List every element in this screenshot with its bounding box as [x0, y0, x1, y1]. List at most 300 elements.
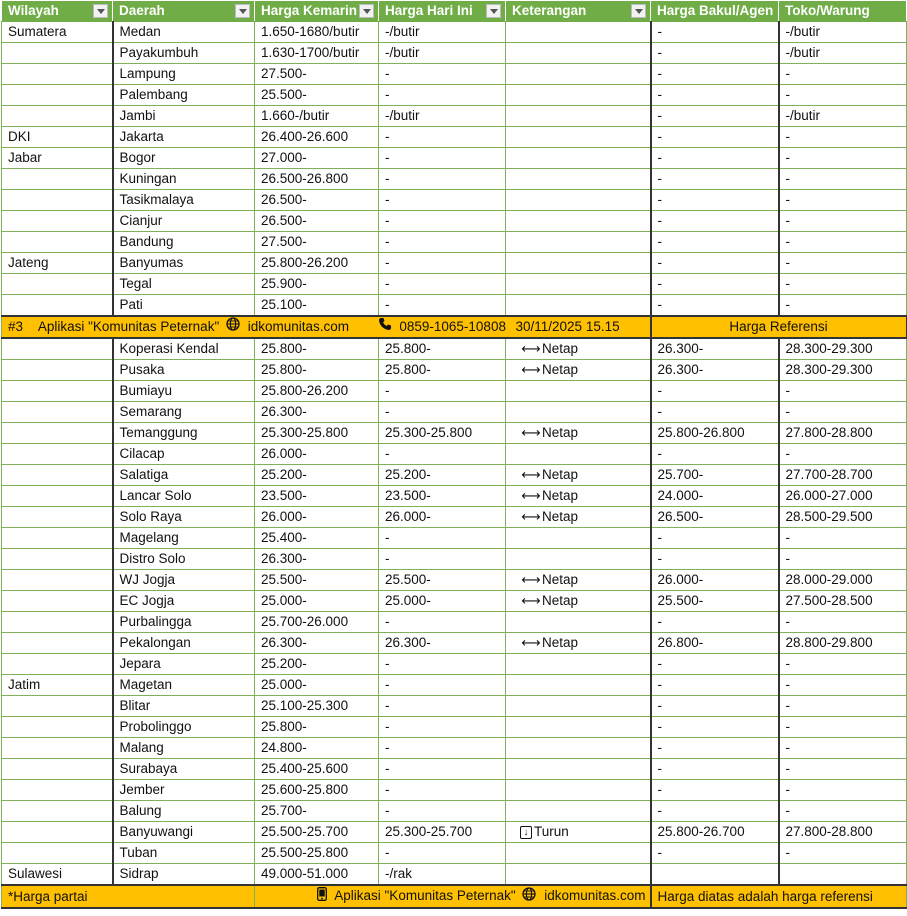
cell-toko-warung[interactable]: 27.800-28.800 — [779, 822, 907, 843]
cell-toko-warung[interactable]: 28.000-29.000 — [779, 570, 907, 591]
cell-keterangan[interactable] — [506, 360, 651, 381]
cell-harga-hari-ini[interactable]: 25.000- — [379, 591, 506, 612]
cell-wilayah[interactable] — [2, 822, 113, 843]
cell-harga-bakul[interactable]: - — [651, 43, 779, 64]
cell-harga-hari-ini[interactable]: 25.300-25.800 — [379, 423, 506, 444]
cell-keterangan[interactable] — [506, 633, 651, 654]
cell-harga-hari-ini[interactable]: - — [379, 211, 506, 232]
cell-toko-warung[interactable]: - — [779, 675, 907, 696]
cell-harga-kemarin[interactable]: 27.000- — [255, 148, 379, 169]
cell-toko-warung[interactable]: - — [779, 85, 907, 106]
cell-harga-bakul[interactable]: - — [651, 549, 779, 570]
cell-harga-kemarin[interactable]: 25.800- — [255, 338, 379, 360]
cell-harga-bakul[interactable]: 26.800- — [651, 633, 779, 654]
cell-toko-warung[interactable]: - — [779, 190, 907, 211]
cell-keterangan[interactable] — [506, 274, 651, 295]
cell-keterangan[interactable] — [506, 85, 651, 106]
cell-daerah[interactable]: Surabaya — [113, 759, 255, 780]
cell-toko-warung[interactable]: - — [779, 381, 907, 402]
cell-wilayah[interactable]: Jatim — [2, 675, 113, 696]
arrow-left-right-icon: ⟷ — [521, 488, 541, 504]
cell-daerah[interactable]: Magetan — [113, 675, 255, 696]
cell-keterangan[interactable] — [506, 211, 651, 232]
cell-harga-hari-ini[interactable]: 25.300-25.700 — [379, 822, 506, 843]
cell-keterangan[interactable] — [506, 295, 651, 317]
cell-harga-bakul[interactable]: - — [651, 759, 779, 780]
cell-toko-warung[interactable]: - — [779, 801, 907, 822]
cell-toko-warung[interactable]: - — [779, 402, 907, 423]
cell-wilayah[interactable]: DKI — [2, 127, 113, 148]
cell-harga-hari-ini[interactable]: 26.000- — [379, 507, 506, 528]
cell-harga-hari-ini[interactable]: - — [379, 253, 506, 274]
cell-harga-bakul[interactable]: - — [651, 801, 779, 822]
cell-daerah[interactable]: Payakumbuh — [113, 43, 255, 64]
cell-harga-kemarin[interactable]: 26.300- — [255, 549, 379, 570]
cell-wilayah[interactable] — [2, 528, 113, 549]
cell-harga-bakul[interactable]: - — [651, 190, 779, 211]
cell-toko-warung[interactable]: 28.800-29.800 — [779, 633, 907, 654]
cell-harga-bakul[interactable]: - — [651, 253, 779, 274]
cell-toko-warung[interactable]: 28.500-29.500 — [779, 507, 907, 528]
cell-harga-kemarin[interactable]: 25.000- — [255, 675, 379, 696]
cell-wilayah[interactable] — [2, 633, 113, 654]
cell-daerah[interactable]: Bumiayu — [113, 381, 255, 402]
cell-harga-kemarin[interactable]: 25.800-26.200 — [255, 381, 379, 402]
cell-harga-bakul[interactable]: - — [651, 232, 779, 253]
cell-harga-bakul[interactable]: - — [651, 22, 779, 43]
cell-daerah[interactable]: Jakarta — [113, 127, 255, 148]
cell-keterangan[interactable] — [506, 612, 651, 633]
cell-harga-hari-ini[interactable]: - — [379, 696, 506, 717]
cell-daerah[interactable]: Tegal — [113, 274, 255, 295]
cell-wilayah[interactable] — [2, 717, 113, 738]
cell-wilayah[interactable] — [2, 64, 113, 85]
cell-daerah[interactable]: Jepara — [113, 654, 255, 675]
cell-toko-warung[interactable]: - — [779, 127, 907, 148]
cell-wilayah[interactable] — [2, 465, 113, 486]
cell-harga-kemarin[interactable]: 25.700-26.000 — [255, 612, 379, 633]
cell-toko-warung[interactable]: 26.000-27.000 — [779, 486, 907, 507]
cell-keterangan[interactable] — [506, 843, 651, 864]
cell-harga-hari-ini[interactable]: 25.500- — [379, 570, 506, 591]
cell-keterangan[interactable] — [506, 801, 651, 822]
cell-harga-bakul[interactable]: 26.000- — [651, 570, 779, 591]
cell-toko-warung[interactable]: 27.800-28.800 — [779, 423, 907, 444]
cell-daerah[interactable]: Malang — [113, 738, 255, 759]
cell-keterangan[interactable] — [506, 444, 651, 465]
cell-harga-kemarin[interactable]: 25.500-25.700 — [255, 822, 379, 843]
cell-harga-bakul[interactable]: - — [651, 381, 779, 402]
cell-keterangan[interactable] — [506, 106, 651, 127]
keterangan-text: Netap — [542, 635, 579, 651]
header-harga-bakul: Harga Bakul/Agen — [651, 1, 779, 22]
cell-harga-hari-ini[interactable]: -/butir — [379, 106, 506, 127]
cell-wilayah[interactable] — [2, 423, 113, 444]
table-row — [2, 633, 907, 654]
table-row — [2, 190, 907, 211]
filter-dropdown-icon[interactable] — [93, 4, 108, 18]
cell-daerah[interactable]: Purbalingga — [113, 612, 255, 633]
cell-keterangan[interactable] — [506, 717, 651, 738]
cell-harga-bakul[interactable]: - — [651, 274, 779, 295]
cell-wilayah[interactable] — [2, 169, 113, 190]
cell-harga-kemarin[interactable]: 24.800- — [255, 738, 379, 759]
cell-daerah[interactable]: Bandung — [113, 232, 255, 253]
cell-harga-kemarin[interactable]: 1.650-1680/butir — [255, 22, 379, 43]
cell-toko-warung[interactable]: - — [779, 253, 907, 274]
cell-keterangan[interactable] — [506, 675, 651, 696]
cell-harga-kemarin[interactable]: 26.400-26.600 — [255, 127, 379, 148]
cell-harga-kemarin[interactable]: 27.500- — [255, 64, 379, 85]
cell-harga-bakul[interactable]: 25.800-26.800 — [651, 423, 779, 444]
cell-harga-kemarin[interactable]: 26.000- — [255, 507, 379, 528]
cell-daerah[interactable]: Tasikmalaya — [113, 190, 255, 211]
cell-harga-bakul[interactable]: - — [651, 444, 779, 465]
cell-harga-kemarin[interactable]: 25.200- — [255, 654, 379, 675]
cell-harga-hari-ini[interactable]: 25.200- — [379, 465, 506, 486]
cell-wilayah[interactable] — [2, 444, 113, 465]
cell-wilayah[interactable] — [2, 654, 113, 675]
cell-wilayah[interactable] — [2, 295, 113, 317]
cell-daerah[interactable]: Semarang — [113, 402, 255, 423]
cell-harga-hari-ini[interactable]: - — [379, 612, 506, 633]
arrow-left-right-icon: ⟷ — [521, 572, 541, 588]
footer-app-cell[interactable] — [255, 885, 651, 907]
cell-toko-warung[interactable]: - — [779, 295, 907, 317]
cell-harga-bakul[interactable]: - — [651, 738, 779, 759]
cell-harga-hari-ini[interactable]: - — [379, 675, 506, 696]
cell-harga-bakul[interactable]: - — [651, 696, 779, 717]
cell-daerah[interactable]: Banyumas — [113, 253, 255, 274]
cell-harga-bakul[interactable]: - — [651, 106, 779, 127]
cell-toko-warung[interactable]: - — [779, 759, 907, 780]
cell-daerah[interactable]: Distro Solo — [113, 549, 255, 570]
cell-toko-warung[interactable]: 28.300-29.300 — [779, 338, 907, 360]
cell-keterangan[interactable] — [506, 864, 651, 886]
cell-toko-warung[interactable] — [779, 864, 907, 886]
cell-harga-kemarin[interactable]: 26.500-26.800 — [255, 169, 379, 190]
cell-keterangan[interactable] — [506, 654, 651, 675]
cell-harga-kemarin[interactable]: 26.500- — [255, 211, 379, 232]
cell-keterangan[interactable] — [506, 486, 651, 507]
cell-keterangan[interactable] — [506, 43, 651, 64]
cell-keterangan[interactable] — [506, 465, 651, 486]
cell-keterangan[interactable] — [506, 549, 651, 570]
cell-wilayah[interactable] — [2, 780, 113, 801]
cell-daerah[interactable]: Probolinggo — [113, 717, 255, 738]
cell-harga-kemarin[interactable]: 25.800-26.200 — [255, 253, 379, 274]
cell-harga-hari-ini[interactable]: - — [379, 759, 506, 780]
cell-harga-kemarin[interactable]: 27.500- — [255, 232, 379, 253]
cell-wilayah[interactable] — [2, 759, 113, 780]
cell-toko-warung[interactable]: - — [779, 549, 907, 570]
cell-harga-kemarin[interactable]: 26.300- — [255, 402, 379, 423]
cell-harga-hari-ini[interactable]: 26.300- — [379, 633, 506, 654]
cell-harga-bakul[interactable]: - — [651, 169, 779, 190]
cell-harga-kemarin[interactable]: 25.600-25.800 — [255, 780, 379, 801]
cell-harga-hari-ini[interactable]: -/butir — [379, 43, 506, 64]
cell-wilayah[interactable]: Sumatera — [2, 22, 113, 43]
cell-keterangan[interactable] — [506, 338, 651, 360]
cell-wilayah[interactable] — [2, 106, 113, 127]
cell-wilayah[interactable] — [2, 360, 113, 381]
header-harga-hari-ini: Harga Hari Ini — [379, 1, 506, 22]
cell-wilayah[interactable] — [2, 402, 113, 423]
cell-harga-bakul[interactable]: 25.800-26.700 — [651, 822, 779, 843]
cell-toko-warung[interactable]: - — [779, 612, 907, 633]
cell-wilayah[interactable] — [2, 274, 113, 295]
cell-wilayah[interactable] — [2, 801, 113, 822]
cell-daerah[interactable]: Sidrap — [113, 864, 255, 886]
cell-toko-warung[interactable]: -/butir — [779, 106, 907, 127]
cell-keterangan[interactable] — [506, 507, 651, 528]
cell-harga-bakul[interactable]: - — [651, 148, 779, 169]
arrow-left-right-icon: ⟷ — [521, 509, 541, 525]
cell-harga-bakul[interactable]: - — [651, 612, 779, 633]
cell-harga-kemarin[interactable]: 23.500- — [255, 486, 379, 507]
cell-harga-hari-ini[interactable]: 23.500- — [379, 486, 506, 507]
cell-harga-bakul[interactable]: - — [651, 85, 779, 106]
cell-keterangan[interactable] — [506, 22, 651, 43]
cell-toko-warung[interactable]: - — [779, 654, 907, 675]
cell-harga-hari-ini[interactable]: - — [379, 274, 506, 295]
cell-harga-hari-ini[interactable]: - — [379, 64, 506, 85]
cell-harga-hari-ini[interactable]: - — [379, 843, 506, 864]
cell-toko-warung[interactable]: - — [779, 232, 907, 253]
cell-daerah[interactable]: Palembang — [113, 85, 255, 106]
cell-harga-bakul[interactable]: - — [651, 528, 779, 549]
cell-harga-hari-ini[interactable]: - — [379, 528, 506, 549]
cell-wilayah[interactable] — [2, 486, 113, 507]
cell-harga-kemarin[interactable]: 26.500- — [255, 190, 379, 211]
cell-daerah[interactable]: Jambi — [113, 106, 255, 127]
cell-harga-kemarin[interactable]: 49.000-51.000 — [255, 864, 379, 886]
cell-toko-warung[interactable]: - — [779, 528, 907, 549]
cell-keterangan[interactable] — [506, 64, 651, 85]
cell-harga-hari-ini[interactable]: - — [379, 85, 506, 106]
cell-keterangan[interactable] — [506, 253, 651, 274]
cell-harga-kemarin[interactable]: 25.400-25.600 — [255, 759, 379, 780]
cell-daerah[interactable]: Blitar — [113, 696, 255, 717]
cell-harga-bakul[interactable]: - — [651, 780, 779, 801]
cell-daerah[interactable]: Banyuwangi — [113, 822, 255, 843]
cell-harga-hari-ini[interactable]: - — [379, 402, 506, 423]
cell-harga-hari-ini[interactable]: - — [379, 738, 506, 759]
cell-harga-bakul[interactable]: 25.700- — [651, 465, 779, 486]
cell-wilayah[interactable] — [2, 211, 113, 232]
cell-wilayah[interactable] — [2, 738, 113, 759]
cell-keterangan[interactable] — [506, 738, 651, 759]
cell-harga-bakul[interactable]: - — [651, 211, 779, 232]
cell-harga-hari-ini[interactable]: - — [379, 169, 506, 190]
cell-daerah[interactable]: Medan — [113, 22, 255, 43]
cell-daerah[interactable]: Kuningan — [113, 169, 255, 190]
filter-dropdown-icon[interactable] — [486, 4, 501, 18]
cell-toko-warung[interactable]: - — [779, 738, 907, 759]
cell-keterangan[interactable] — [506, 528, 651, 549]
filter-dropdown-icon[interactable] — [631, 4, 646, 18]
cell-toko-warung[interactable]: - — [779, 274, 907, 295]
cell-harga-bakul[interactable]: 26.300- — [651, 338, 779, 360]
cell-harga-bakul[interactable]: 24.000- — [651, 486, 779, 507]
cell-wilayah[interactable]: Jateng — [2, 253, 113, 274]
cell-harga-kemarin[interactable]: 25.800- — [255, 717, 379, 738]
table-row — [2, 253, 907, 274]
cell-harga-kemarin[interactable]: 25.500- — [255, 85, 379, 106]
filter-dropdown-icon[interactable] — [359, 4, 374, 18]
cell-keterangan[interactable] — [506, 696, 651, 717]
cell-harga-bakul[interactable] — [651, 864, 779, 886]
cell-harga-hari-ini[interactable]: - — [379, 127, 506, 148]
cell-harga-kemarin[interactable]: 1.660-/butir — [255, 106, 379, 127]
cell-harga-hari-ini[interactable]: - — [379, 444, 506, 465]
cell-keterangan[interactable] — [506, 591, 651, 612]
cell-harga-hari-ini[interactable]: - — [379, 717, 506, 738]
cell-harga-kemarin[interactable]: 25.100- — [255, 295, 379, 317]
cell-wilayah[interactable] — [2, 85, 113, 106]
cell-toko-warung[interactable]: 27.500-28.500 — [779, 591, 907, 612]
cell-wilayah[interactable] — [2, 43, 113, 64]
cell-harga-bakul[interactable]: 26.500- — [651, 507, 779, 528]
cell-daerah[interactable]: WJ Jogja — [113, 570, 255, 591]
cell-harga-bakul[interactable]: - — [651, 675, 779, 696]
cell-harga-bakul[interactable]: 26.300- — [651, 360, 779, 381]
cell-daerah[interactable]: Pati — [113, 295, 255, 317]
cell-harga-kemarin[interactable]: 25.700- — [255, 801, 379, 822]
cell-harga-bakul[interactable]: - — [651, 64, 779, 85]
cell-keterangan[interactable] — [506, 759, 651, 780]
cell-harga-hari-ini[interactable]: - — [379, 801, 506, 822]
cell-wilayah[interactable] — [2, 190, 113, 211]
cell-keterangan[interactable] — [506, 127, 651, 148]
cell-harga-hari-ini[interactable]: - — [379, 232, 506, 253]
cell-harga-bakul[interactable]: - — [651, 843, 779, 864]
cell-wilayah[interactable] — [2, 549, 113, 570]
cell-keterangan[interactable] — [506, 822, 651, 843]
table-row — [2, 864, 907, 886]
cell-wilayah[interactable] — [2, 843, 113, 864]
cell-harga-kemarin[interactable]: 25.000- — [255, 591, 379, 612]
cell-toko-warung[interactable]: -/butir — [779, 43, 907, 64]
cell-daerah[interactable]: Balung — [113, 801, 255, 822]
cell-toko-warung[interactable]: - — [779, 717, 907, 738]
cell-keterangan[interactable] — [506, 570, 651, 591]
cell-harga-kemarin[interactable]: 25.200- — [255, 465, 379, 486]
cell-daerah[interactable]: Pusaka — [113, 360, 255, 381]
cell-harga-bakul[interactable]: - — [651, 127, 779, 148]
cell-harga-kemarin[interactable]: 25.100-25.300 — [255, 696, 379, 717]
cell-harga-bakul[interactable]: - — [651, 717, 779, 738]
cell-harga-kemarin[interactable]: 25.500-25.800 — [255, 843, 379, 864]
cell-toko-warung[interactable]: - — [779, 148, 907, 169]
cell-wilayah[interactable]: Sulawesi — [2, 864, 113, 886]
cell-wilayah[interactable] — [2, 696, 113, 717]
table-row — [2, 465, 907, 486]
cell-harga-bakul[interactable]: 25.500- — [651, 591, 779, 612]
cell-wilayah[interactable] — [2, 381, 113, 402]
cell-wilayah[interactable] — [2, 338, 113, 360]
cell-harga-kemarin[interactable]: 25.400- — [255, 528, 379, 549]
cell-daerah[interactable]: Solo Raya — [113, 507, 255, 528]
cell-daerah[interactable]: Magelang — [113, 528, 255, 549]
cell-harga-hari-ini[interactable]: -/rak — [379, 864, 506, 886]
cell-toko-warung[interactable]: - — [779, 444, 907, 465]
cell-harga-bakul[interactable]: - — [651, 295, 779, 317]
cell-harga-hari-ini[interactable]: - — [379, 295, 506, 317]
cell-harga-kemarin[interactable]: 26.000- — [255, 444, 379, 465]
filter-dropdown-icon[interactable] — [235, 4, 250, 18]
cell-harga-hari-ini[interactable]: -/butir — [379, 22, 506, 43]
cell-daerah[interactable]: Tuban — [113, 843, 255, 864]
cell-keterangan[interactable] — [506, 423, 651, 444]
cell-toko-warung[interactable]: - — [779, 211, 907, 232]
cell-daerah[interactable]: Cilacap — [113, 444, 255, 465]
cell-keterangan[interactable] — [506, 381, 651, 402]
cell-wilayah[interactable]: Jabar — [2, 148, 113, 169]
cell-toko-warung[interactable]: - — [779, 64, 907, 85]
cell-keterangan[interactable] — [506, 169, 651, 190]
table-row — [2, 381, 907, 402]
cell-keterangan[interactable] — [506, 148, 651, 169]
cell-harga-hari-ini[interactable]: 25.800- — [379, 338, 506, 360]
cell-harga-hari-ini[interactable]: - — [379, 148, 506, 169]
cell-toko-warung[interactable]: - — [779, 169, 907, 190]
cell-harga-hari-ini[interactable]: - — [379, 780, 506, 801]
cell-harga-kemarin[interactable]: 25.800- — [255, 360, 379, 381]
cell-harga-hari-ini[interactable]: - — [379, 190, 506, 211]
cell-daerah[interactable]: Koperasi Kendal — [113, 338, 255, 360]
cell-toko-warung[interactable]: - — [779, 843, 907, 864]
cell-wilayah[interactable] — [2, 507, 113, 528]
cell-harga-hari-ini[interactable]: - — [379, 381, 506, 402]
cell-toko-warung[interactable]: -/butir — [779, 22, 907, 43]
cell-wilayah[interactable] — [2, 591, 113, 612]
cell-daerah[interactable]: Temanggung — [113, 423, 255, 444]
cell-harga-bakul[interactable]: - — [651, 654, 779, 675]
cell-harga-kemarin[interactable]: 1.630-1700/butir — [255, 43, 379, 64]
cell-daerah[interactable]: Salatiga — [113, 465, 255, 486]
cell-harga-kemarin[interactable]: 25.900- — [255, 274, 379, 295]
cell-keterangan[interactable] — [506, 780, 651, 801]
banner-cell[interactable] — [2, 316, 651, 338]
cell-keterangan[interactable] — [506, 402, 651, 423]
cell-toko-warung[interactable]: 28.300-29.300 — [779, 360, 907, 381]
cell-toko-warung[interactable]: - — [779, 780, 907, 801]
cell-keterangan[interactable] — [506, 190, 651, 211]
cell-harga-kemarin[interactable]: 25.300-25.800 — [255, 423, 379, 444]
cell-daerah[interactable]: Bogor — [113, 148, 255, 169]
cell-wilayah[interactable] — [2, 612, 113, 633]
cell-toko-warung[interactable]: 27.700-28.700 — [779, 465, 907, 486]
footer-row — [2, 885, 907, 907]
cell-daerah[interactable]: Lampung — [113, 64, 255, 85]
cell-harga-kemarin[interactable]: 26.300- — [255, 633, 379, 654]
cell-daerah[interactable]: Cianjur — [113, 211, 255, 232]
cell-daerah[interactable]: Jember — [113, 780, 255, 801]
cell-harga-bakul[interactable]: - — [651, 402, 779, 423]
cell-harga-hari-ini[interactable]: 25.800- — [379, 360, 506, 381]
cell-wilayah[interactable] — [2, 570, 113, 591]
cell-keterangan[interactable] — [506, 232, 651, 253]
cell-wilayah[interactable] — [2, 232, 113, 253]
cell-harga-kemarin[interactable]: 25.500- — [255, 570, 379, 591]
cell-harga-hari-ini[interactable]: - — [379, 654, 506, 675]
cell-daerah[interactable]: Pekalongan — [113, 633, 255, 654]
cell-harga-hari-ini[interactable]: - — [379, 549, 506, 570]
cell-daerah[interactable]: EC Jogja — [113, 591, 255, 612]
cell-toko-warung[interactable]: - — [779, 696, 907, 717]
cell-daerah[interactable]: Lancar Solo — [113, 486, 255, 507]
